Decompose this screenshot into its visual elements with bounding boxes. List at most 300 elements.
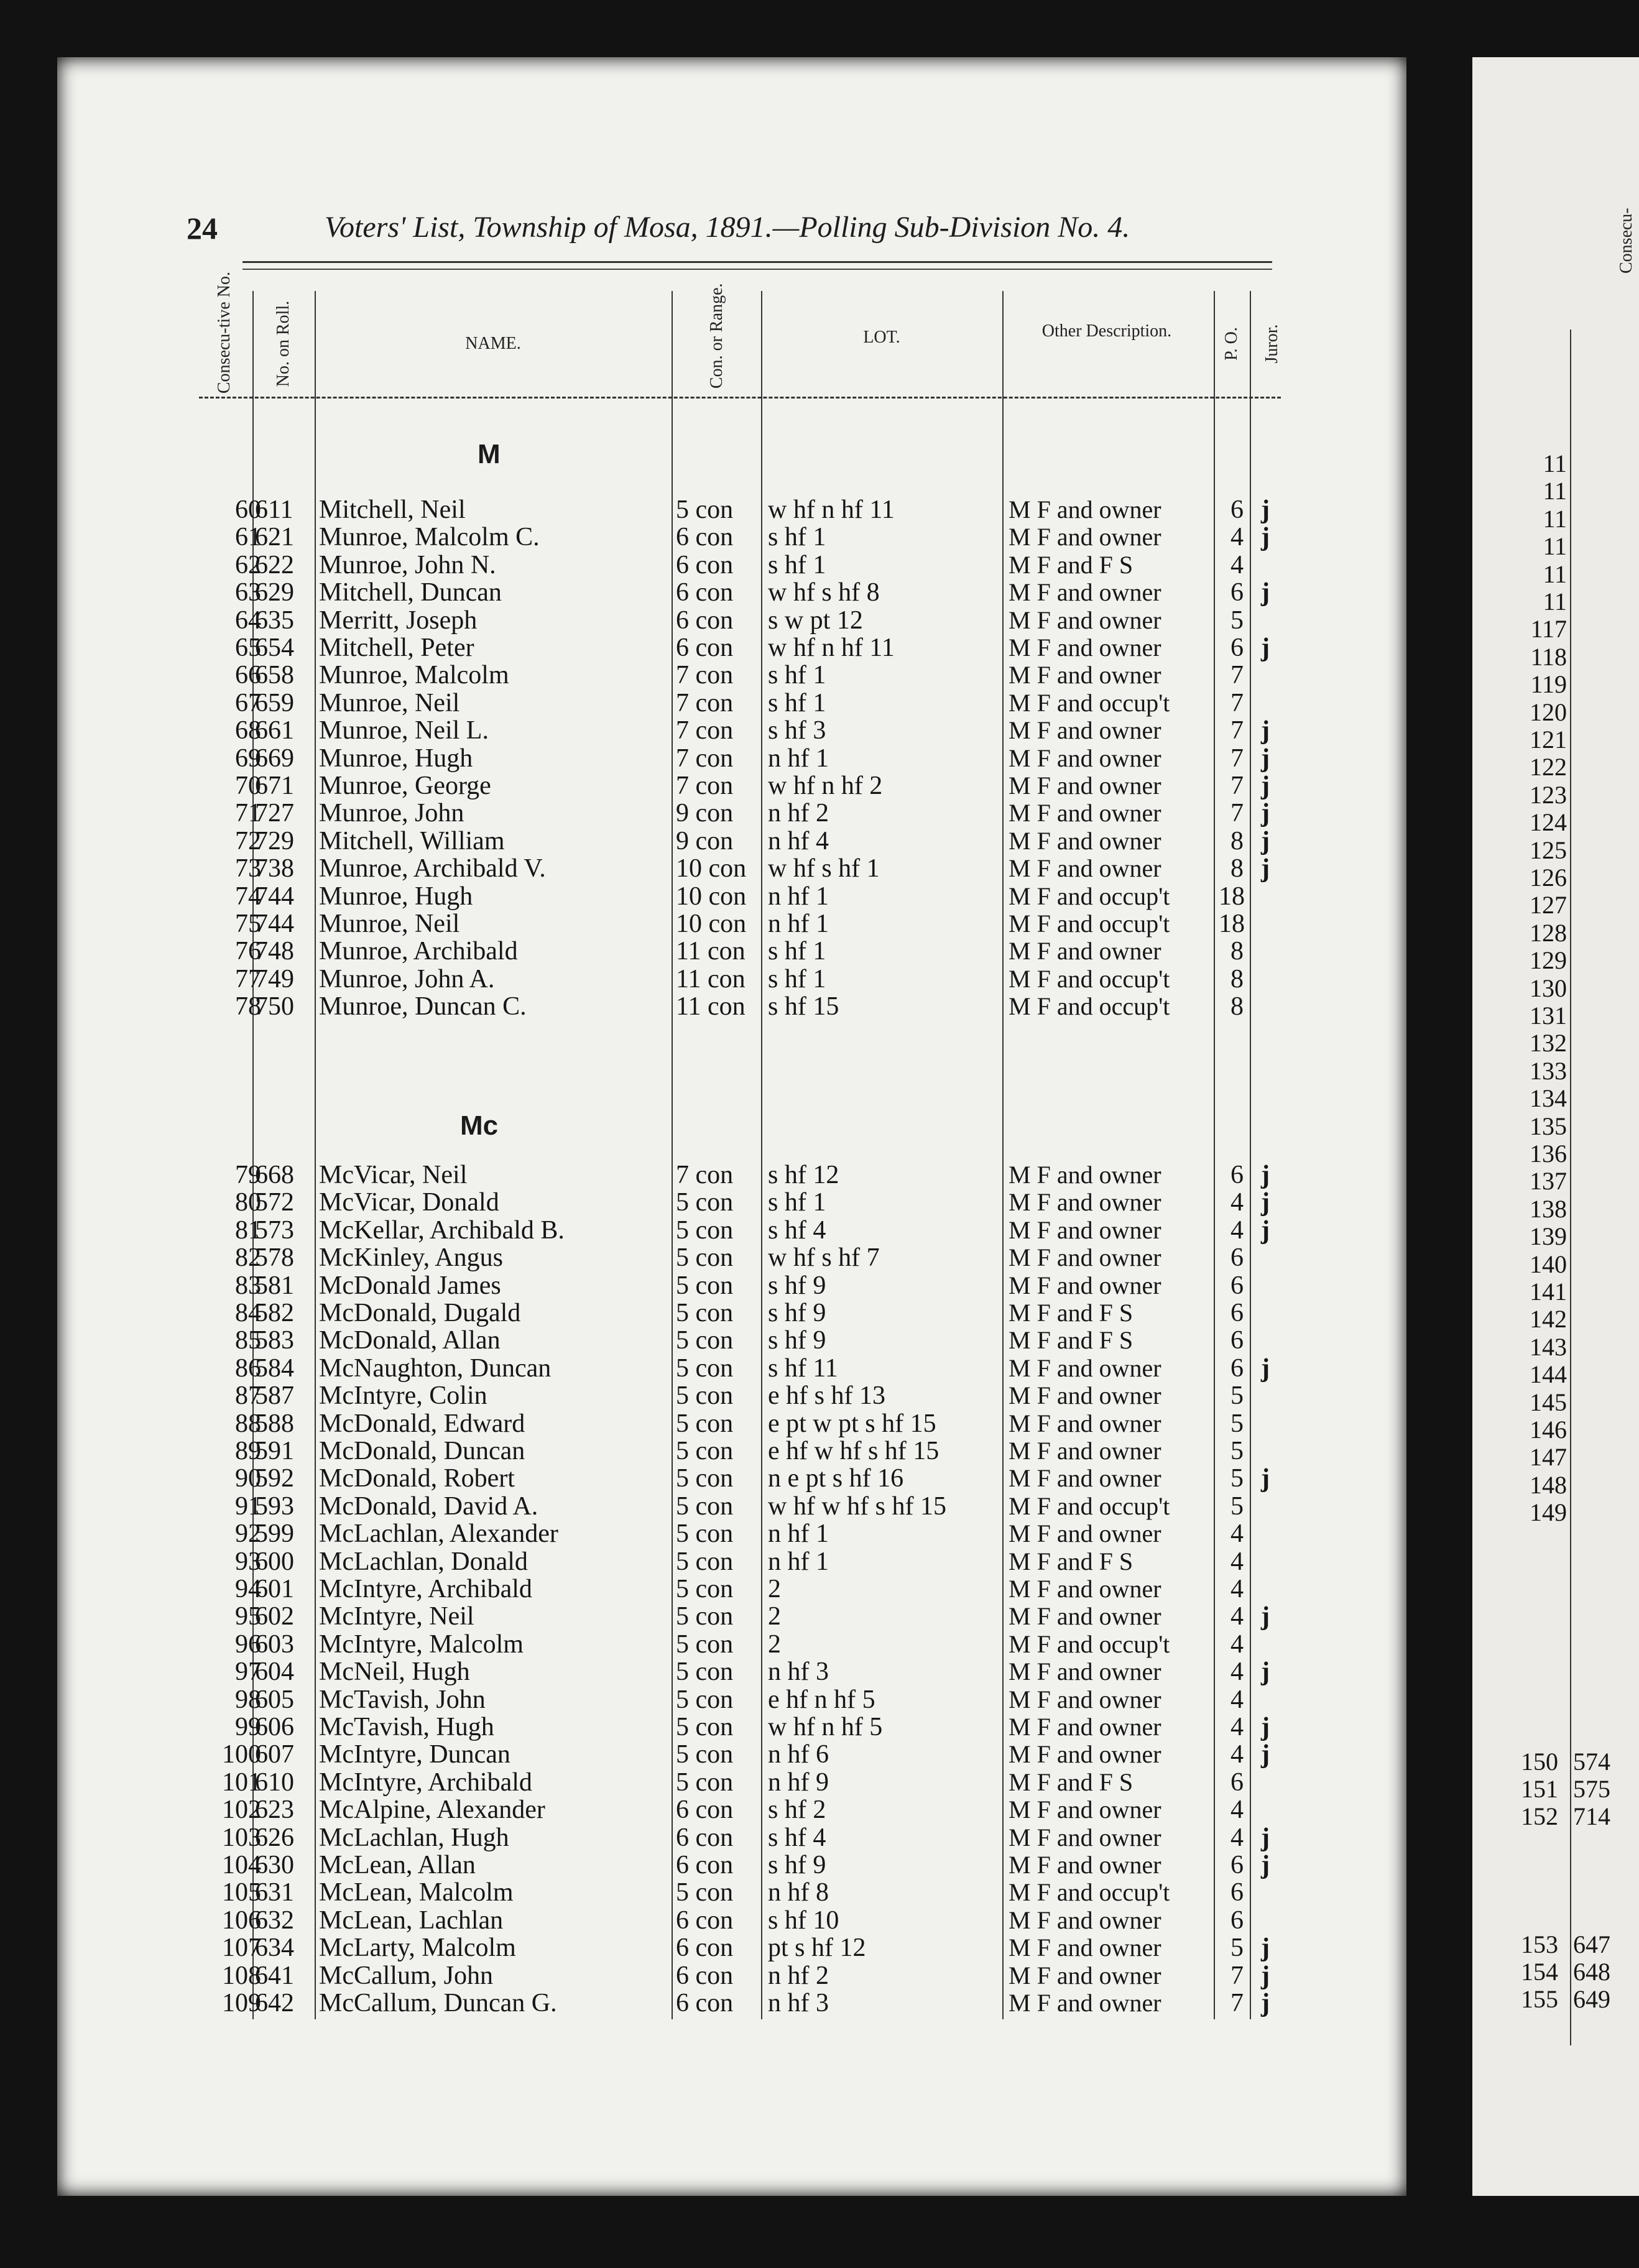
next-page-row [1480, 1444, 1639, 1471]
cell-seq: 102 [222, 1796, 261, 1825]
cell-lot: pt s hf 12 [768, 1934, 866, 1963]
cell-name: McTavish, Hugh [319, 1713, 494, 1741]
cell-roll: 581 [255, 1271, 294, 1300]
next-page-row [1480, 1196, 1639, 1223]
cell-juror: j [1261, 1934, 1270, 1963]
cell-con: 5 con [676, 1713, 734, 1741]
cell-con: 5 con [676, 1409, 734, 1438]
cell-roll: 671 [255, 772, 294, 800]
cell-con: 5 con [676, 1326, 734, 1355]
next-page-row [1480, 809, 1639, 836]
cell-lot: s hf 12 [768, 1161, 839, 1189]
cell-con: 5 con [676, 1437, 734, 1465]
cell-po: 18 [1219, 882, 1245, 911]
cell-seq: 123 [1530, 780, 1567, 809]
cell-lot: s hf 9 [768, 1299, 826, 1327]
running-head: Voters' List, Township of Mosa, 1891.—Polling Sub-Division No. 4. [325, 211, 1130, 244]
cell-lot: w hf n hf 5 [768, 1713, 883, 1741]
cell-con: 5 con [676, 1768, 734, 1797]
cell-roll: 668 [255, 1161, 294, 1189]
cell-lot: e hf n hf 5 [768, 1685, 875, 1714]
cell-roll: 611 [255, 496, 293, 524]
next-page-row [1480, 837, 1639, 864]
cell-roll: 748 [255, 937, 294, 966]
cell-seq: 151 [1521, 1775, 1558, 1803]
cell-lot: s hf 1 [768, 964, 826, 993]
cell-po: 7 [1230, 688, 1244, 717]
cell-po: 8 [1230, 937, 1244, 966]
cell-roll: 602 [255, 1602, 294, 1631]
cell-seq: 153 [1521, 1930, 1558, 1958]
cell-seq: 131 [1530, 1002, 1567, 1030]
cell-desc: M F and owner [1009, 716, 1161, 745]
next-page-row [1480, 505, 1639, 533]
cell-roll: 599 [255, 1519, 294, 1549]
next-page-row [1480, 1030, 1639, 1057]
cell-po: 6 [1230, 1326, 1244, 1355]
cell-seq: 97 [235, 1657, 261, 1687]
cell-po: 4 [1230, 1796, 1244, 1825]
cell-con: 6 con [676, 606, 734, 635]
cell-con: 10 con [676, 882, 747, 911]
cell-po: 4 [1230, 550, 1244, 579]
cell-roll: 572 [255, 1188, 294, 1217]
table-row [199, 1962, 1281, 1989]
cell-po: 6 [1230, 1243, 1244, 1273]
cell-con: 6 con [676, 550, 734, 579]
table-row [199, 523, 1281, 551]
voters-table [199, 272, 1281, 2019]
cell-desc: M F and owner [1009, 1934, 1161, 1962]
cell-roll: 622 [255, 550, 294, 579]
cell-desc: M F and owner [1009, 1271, 1161, 1299]
cell-roll: 607 [255, 1740, 294, 1769]
cell-seq: 91 [235, 1491, 261, 1521]
table-row [199, 1244, 1281, 1271]
cell-seq: 68 [235, 716, 261, 745]
table-row [199, 1520, 1281, 1547]
next-page-row [1480, 533, 1639, 560]
cell-seq: 107 [222, 1934, 261, 1963]
next-page-header: Consecu- [1617, 208, 1636, 274]
cell-lot: s hf 15 [768, 992, 839, 1021]
cell-name: McIntyre, Archibald [319, 1575, 532, 1603]
table-row [199, 772, 1281, 800]
cell-con: 6 con [676, 1906, 734, 1935]
table-row [199, 1575, 1281, 1603]
next-page-row [1480, 1278, 1639, 1306]
next-page-row [1480, 1931, 1639, 1958]
cell-con: 5 con [676, 1299, 734, 1327]
cell-name: McDonald, Edward [319, 1409, 525, 1438]
cell-seq: 11 [1543, 560, 1567, 588]
cell-name: Mitchell, William [319, 826, 505, 855]
cell-lot: n e pt s hf 16 [768, 1464, 904, 1493]
cell-roll: 654 [255, 634, 294, 662]
col-header-lot: LOT. [863, 328, 900, 347]
header-rule-second [242, 269, 1272, 270]
cell-seq: 147 [1530, 1443, 1567, 1472]
cell-roll: 574 [1573, 1748, 1610, 1776]
cell-seq: 11 [1543, 504, 1567, 533]
cell-con: 9 con [676, 799, 734, 828]
cell-roll: 750 [255, 992, 294, 1021]
cell-name: Munroe, Neil [319, 688, 460, 717]
cell-lot: s hf 10 [768, 1906, 839, 1935]
cell-roll: 605 [255, 1685, 294, 1714]
cell-seq: 125 [1530, 836, 1567, 864]
next-page-row [1480, 864, 1639, 892]
cell-po: 5 [1230, 1491, 1244, 1521]
cell-desc: M F and F S [1009, 1299, 1133, 1327]
cell-po: 6 [1230, 1851, 1244, 1879]
next-page-row [1480, 975, 1639, 1002]
table-row [199, 1327, 1281, 1354]
cell-desc: M F and owner [1009, 1519, 1161, 1548]
cell-desc: M F and owner [1009, 1215, 1161, 1244]
cell-name: McIntyre, Archibald [319, 1768, 532, 1797]
cell-desc: M F and owner [1009, 1851, 1161, 1879]
cell-seq: 152 [1521, 1802, 1558, 1830]
cell-po: 5 [1230, 1437, 1244, 1465]
cell-juror: j [1261, 1602, 1270, 1631]
cell-juror: j [1261, 744, 1270, 773]
cell-name: McVicar, Neil [319, 1161, 468, 1189]
cell-roll: 635 [255, 606, 294, 635]
cell-con: 5 con [676, 496, 734, 524]
cell-roll: 744 [255, 910, 294, 938]
cell-juror: j [1261, 826, 1270, 855]
section-letter: M [478, 439, 501, 469]
cell-roll: 601 [255, 1575, 294, 1603]
cell-roll: 603 [255, 1630, 294, 1659]
cell-desc: M F and owner [1009, 1437, 1161, 1465]
cell-seq: 63 [235, 578, 261, 607]
cell-po: 6 [1230, 1768, 1244, 1797]
cell-roll: 744 [255, 882, 294, 911]
cell-seq: 99 [235, 1713, 261, 1741]
cell-seq: 145 [1530, 1388, 1567, 1416]
cell-name: McNaughton, Duncan [319, 1353, 552, 1383]
cell-juror: j [1261, 716, 1270, 745]
cell-seq: 76 [235, 937, 261, 966]
cell-po: 6 [1230, 1161, 1244, 1189]
cell-con: 7 con [676, 1161, 734, 1189]
cell-name: Merritt, Joseph [319, 606, 478, 635]
next-page-row [1480, 615, 1639, 643]
cell-juror: j [1261, 1713, 1270, 1741]
table-row [199, 662, 1281, 689]
cell-con: 6 con [676, 1989, 734, 2017]
cell-lot: w hf s hf 7 [768, 1243, 880, 1273]
cell-con: 5 con [676, 1878, 734, 1907]
cell-seq: 88 [235, 1409, 261, 1438]
cell-po: 4 [1230, 523, 1244, 552]
cell-roll: 604 [255, 1657, 294, 1687]
cell-po: 6 [1230, 1878, 1244, 1907]
next-page-row [1480, 920, 1639, 947]
cell-seq: 86 [235, 1353, 261, 1383]
cell-con: 7 con [676, 744, 734, 773]
cell-po: 8 [1230, 826, 1244, 855]
cell-name: Munroe, Duncan C. [319, 992, 527, 1021]
cell-roll: 729 [255, 826, 294, 855]
cell-con: 6 con [676, 523, 734, 552]
cell-lot: s hf 4 [768, 1823, 826, 1852]
cell-lot: s hf 9 [768, 1271, 826, 1300]
next-page-row [1480, 671, 1639, 698]
table-row [199, 745, 1281, 772]
cell-roll: 593 [255, 1491, 294, 1521]
next-page-row [1480, 588, 1639, 615]
cell-desc: M F and F S [1009, 1326, 1133, 1355]
cell-name: McTavish, John [319, 1685, 486, 1714]
cell-seq: 124 [1530, 808, 1567, 837]
cell-roll: 600 [255, 1547, 294, 1576]
cell-seq: 105 [222, 1878, 261, 1907]
cell-lot: 2 [768, 1602, 781, 1631]
cell-seq: 89 [235, 1437, 261, 1465]
cell-seq: 140 [1530, 1250, 1567, 1278]
table-row [199, 1741, 1281, 1768]
cell-lot: s hf 1 [768, 937, 826, 966]
cell-seq: 133 [1530, 1056, 1567, 1085]
cell-seq: 129 [1530, 946, 1567, 975]
cell-juror: j [1261, 496, 1270, 524]
cell-name: McLachlan, Donald [319, 1547, 528, 1576]
cell-desc: M F and owner [1009, 1685, 1161, 1713]
next-page-row [1480, 643, 1639, 671]
cell-seq: 87 [235, 1381, 261, 1411]
next-page-row [1480, 1113, 1639, 1140]
cell-con: 5 con [676, 1575, 734, 1603]
cell-seq: 139 [1530, 1222, 1567, 1251]
next-page-row [1480, 450, 1639, 477]
cell-seq: 132 [1530, 1029, 1567, 1058]
next-page-row [1480, 947, 1639, 974]
cell-lot: n hf 2 [768, 799, 829, 828]
cell-roll: 632 [255, 1906, 294, 1935]
cell-con: 5 con [676, 1602, 734, 1631]
cell-po: 8 [1230, 992, 1244, 1021]
cell-con: 5 con [676, 1657, 734, 1687]
cell-po: 4 [1230, 1630, 1244, 1659]
cell-seq: 119 [1530, 670, 1567, 699]
cell-lot: 2 [768, 1575, 781, 1603]
cell-po: 7 [1230, 1989, 1244, 2017]
cell-roll: 630 [255, 1851, 294, 1879]
cell-juror: j [1261, 1740, 1270, 1769]
next-page-row [1480, 1389, 1639, 1416]
cell-name: McDonald, David A. [319, 1491, 538, 1521]
next-page-row [1480, 1168, 1639, 1195]
next-page-row [1480, 1499, 1639, 1526]
table-row [199, 1658, 1281, 1685]
header-divider [199, 397, 1281, 399]
cell-seq: 108 [222, 1961, 261, 1990]
cell-roll: 631 [255, 1878, 294, 1907]
cell-seq: 81 [235, 1215, 261, 1245]
cell-desc: M F and occup't [1009, 992, 1170, 1021]
cell-con: 6 con [676, 1796, 734, 1825]
cell-seq: 101 [222, 1768, 261, 1797]
cell-name: McIntyre, Neil [319, 1602, 474, 1631]
cell-seq: 61 [235, 523, 261, 552]
cell-lot: s hf 4 [768, 1215, 826, 1245]
cell-desc: M F and owner [1009, 1796, 1161, 1824]
table-row [199, 1796, 1281, 1823]
cell-desc: M F and occup't [1009, 882, 1170, 910]
cell-lot: n hf 8 [768, 1878, 829, 1907]
cell-po: 4 [1230, 1657, 1244, 1687]
table-row [199, 1713, 1281, 1741]
cell-po: 7 [1230, 744, 1244, 773]
cell-roll: 659 [255, 688, 294, 717]
table-row [199, 1989, 1281, 2017]
cell-name: McLean, Lachlan [319, 1906, 504, 1935]
next-page-row [1480, 726, 1639, 754]
cell-name: Munroe, George [319, 772, 491, 800]
cell-seq: 74 [235, 882, 261, 911]
cell-con: 7 con [676, 661, 734, 690]
cell-seq: 118 [1530, 642, 1567, 671]
cell-juror: j [1261, 1464, 1270, 1493]
cell-con: 9 con [676, 826, 734, 855]
cell-lot: n hf 1 [768, 1519, 829, 1549]
cell-seq: 73 [235, 854, 261, 883]
next-page-row [1480, 1776, 1639, 1803]
cell-desc: M F and occup't [1009, 688, 1170, 717]
cell-lot: n hf 3 [768, 1989, 829, 2017]
cell-name: McLean, Allan [319, 1851, 476, 1879]
table-row [199, 551, 1281, 579]
cell-po: 8 [1230, 854, 1244, 883]
cell-po: 5 [1230, 1409, 1244, 1438]
cell-juror: j [1261, 1961, 1270, 1990]
col-header-consecutive: Consecu-tive No. [215, 272, 234, 394]
next-page-row [1480, 1416, 1639, 1444]
cell-lot: w hf s hf 8 [768, 578, 880, 607]
cell-roll: 641 [255, 1961, 294, 1990]
cell-roll: 626 [255, 1823, 294, 1852]
cell-juror: j [1261, 523, 1270, 552]
cell-name: Munroe, John N. [319, 550, 496, 579]
cell-lot: w hf n hf 11 [768, 634, 895, 662]
cell-po: 7 [1230, 716, 1244, 745]
table-row [199, 800, 1281, 827]
table-row [199, 717, 1281, 744]
cell-seq: 60 [235, 496, 261, 524]
header-rule [242, 261, 1272, 263]
cell-seq: 69 [235, 744, 261, 773]
table-row [199, 496, 1281, 523]
cell-desc: M F and owner [1009, 1464, 1161, 1493]
cell-seq: 80 [235, 1188, 261, 1217]
col-header-con: Con. or Range. [707, 283, 726, 389]
cell-lot: n hf 9 [768, 1768, 829, 1797]
cell-seq: 98 [235, 1685, 261, 1714]
cell-name: McDonald James [319, 1271, 501, 1300]
cell-con: 7 con [676, 772, 734, 800]
table-row [199, 1189, 1281, 1216]
cell-desc: M F and owner [1009, 1381, 1161, 1410]
cell-po: 4 [1230, 1188, 1244, 1217]
cell-seq: 11 [1543, 588, 1567, 615]
cell-name: McIntyre, Colin [319, 1381, 487, 1411]
cell-seq: 134 [1530, 1084, 1567, 1113]
cell-po: 5 [1230, 1464, 1244, 1493]
page-number: 24 [187, 211, 218, 246]
cell-seq: 127 [1530, 891, 1567, 920]
cell-juror: j [1261, 1989, 1270, 2017]
table-row [199, 1686, 1281, 1713]
cell-name: McDonald, Duncan [319, 1437, 525, 1465]
cell-con: 5 con [676, 1271, 734, 1300]
cell-seq: 62 [235, 550, 261, 579]
next-page-row [1480, 1361, 1639, 1388]
cell-seq: 138 [1530, 1194, 1567, 1223]
cell-lot: w hf s hf 1 [768, 854, 880, 883]
table-row [199, 1879, 1281, 1906]
cell-lot: n hf 2 [768, 1961, 829, 1990]
cell-name: Munroe, John [319, 799, 464, 828]
cell-seq: 109 [222, 1989, 261, 2017]
cell-seq: 106 [222, 1906, 261, 1935]
cell-roll: 588 [255, 1409, 294, 1438]
cell-name: Mitchell, Neil [319, 496, 466, 524]
cell-juror: j [1261, 772, 1270, 800]
table-row [199, 1851, 1281, 1879]
cell-po: 4 [1230, 1823, 1244, 1852]
cell-name: Munroe, Neil [319, 910, 460, 938]
cell-desc: M F and F S [1009, 1768, 1133, 1796]
cell-roll: 647 [1573, 1930, 1610, 1958]
cell-name: Munroe, Archibald [319, 937, 518, 966]
col-header-name: NAME. [465, 334, 521, 353]
cell-po: 6 [1230, 634, 1244, 662]
cell-name: Munroe, Archibald V. [319, 854, 546, 883]
cell-con: 5 con [676, 1215, 734, 1245]
cell-con: 5 con [676, 1243, 734, 1273]
cell-seq: 70 [235, 772, 261, 800]
next-page-column [1480, 0, 1639, 2268]
cell-con: 10 con [676, 910, 747, 938]
cell-seq: 90 [235, 1464, 261, 1493]
cell-roll: 575 [1573, 1775, 1610, 1803]
table-row [199, 1603, 1281, 1630]
table-row [199, 966, 1281, 993]
cell-seq: 11 [1543, 449, 1567, 477]
cell-roll: 621 [255, 523, 294, 552]
cell-po: 7 [1230, 799, 1244, 828]
cell-juror: j [1261, 1215, 1270, 1245]
cell-lot: n hf 3 [768, 1657, 829, 1687]
cell-name: Munroe, Hugh [319, 882, 473, 911]
cell-desc: M F and owner [1009, 523, 1161, 551]
cell-desc: M F and owner [1009, 1713, 1161, 1741]
cell-desc: M F and owner [1009, 606, 1161, 634]
cell-seq: 66 [235, 661, 261, 690]
cell-po: 6 [1230, 1299, 1244, 1327]
cell-seq: 104 [222, 1851, 261, 1879]
cell-seq: 126 [1530, 864, 1567, 892]
cell-lot: s hf 3 [768, 716, 826, 745]
cell-desc: M F and owner [1009, 1740, 1161, 1769]
cell-roll: 584 [255, 1353, 294, 1383]
cell-desc: M F and owner [1009, 1823, 1161, 1851]
cell-roll: 582 [255, 1299, 294, 1327]
cell-po: 5 [1230, 1934, 1244, 1963]
